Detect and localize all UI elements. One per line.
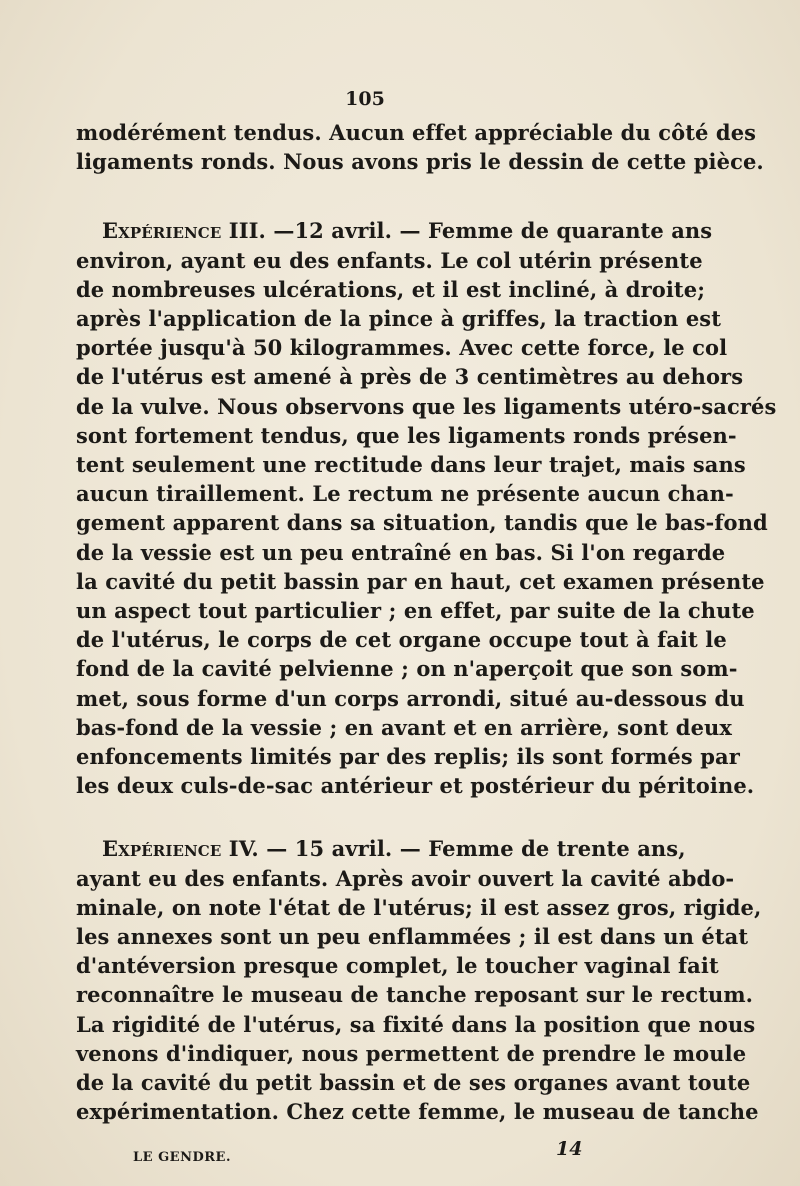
text-line: les deux culs-de-sac antérieur et postérieur du péritoine. (76, 773, 755, 799)
text-line: aucun tiraillement. Le rectum ne présente aucun chan- (76, 481, 734, 507)
text-line: enfoncements limités par des replis; ils sont formés par (76, 744, 740, 770)
text-line: met, sous forme d'un corps arrondi, situé au-dessous du (76, 685, 745, 711)
text-line: modérément tendus. Aucun effet appréciable du côté des (76, 120, 757, 145)
text-line: ayant eu des enfants. Après avoir ouvert la cavité abdo- (76, 865, 735, 891)
text-line: de la vulve. Nous observons que les ligaments utéro-sacrés (76, 393, 777, 419)
experience-heading: Expérience IV. (102, 836, 259, 862)
text-line: les annexes sont un peu enflammées ; il est dans un état (76, 924, 749, 950)
text-line: de la cavité du petit bassin et de ses organes avant toute (76, 1070, 751, 1096)
text-line (76, 834, 686, 863)
text-line: La rigidité de l'utérus, sa fixité dans la position que nous (76, 1011, 756, 1037)
text-line: après l'application de la pince à griffes, la traction est (76, 306, 721, 332)
paragraph-experience-iii (76, 216, 777, 800)
text-line: tent seulement une rectitude dans leur trajet, mais sans (76, 452, 746, 478)
text-line: fond de la cavité pelvienne ; on n'aperçoit que son som- (76, 656, 738, 682)
text-line: bas-fond de la vessie ; en avant et en arrière, sont deux (76, 714, 733, 740)
paragraph-experience-iv (76, 834, 762, 1126)
text-line: de l'utérus, le corps de cet organe occupe tout à fait le (76, 627, 727, 653)
text-line: gement apparent dans sa situation, tandis que le bas-fond (76, 510, 768, 536)
text-line: reconnaître le museau de tanche reposant sur le rectum. (76, 982, 754, 1008)
printer-signature: LE GENDRE. (133, 1150, 231, 1165)
text-line: d'antéversion presque complet, le toucher vaginal fait (76, 953, 719, 979)
text-line: un aspect tout particulier ; en effet, par suite de la chute (76, 598, 755, 624)
experience-heading: Expérience III. (102, 218, 266, 244)
text-line: la cavité du petit bassin par en haut, cet examen présente (76, 568, 765, 594)
text-line: de nombreuses ulcérations, et il est incliné, à droite; (76, 276, 706, 302)
text-line: sont fortement tendus, que les ligaments ronds présen- (76, 422, 737, 448)
experience-date: — 15 avril. — Femme de trente ans, (266, 836, 686, 862)
paragraph-continuation (76, 118, 764, 176)
text-line (76, 216, 713, 245)
signature-mark: 14 (556, 1138, 583, 1160)
page-body (76, 118, 777, 1127)
text-line: de la vessie est un peu entraîné en bas. Si l'on regarde (76, 539, 726, 565)
text-line: minale, on note l'état de l'utérus; il est assez gros, rigide, (76, 894, 762, 920)
experience-date: —12 avril. — Femme de quarante ans (273, 218, 713, 244)
text-line: portée jusqu'à 50 kilogrammes. Avec cette force, le col (76, 335, 728, 361)
text-line: ligaments ronds. Nous avons pris le dessin de cette pièce. (76, 149, 764, 175)
page-number: 105 (345, 88, 385, 110)
text-line: venons d'indiquer, nous permettent de prendre le moule (76, 1040, 747, 1066)
text-line: de l'utérus est amené à près de 3 centimètres au dehors (76, 364, 744, 390)
text-line: expérimentation. Chez cette femme, le museau de tanche (76, 1099, 759, 1125)
text-line: environ, ayant eu des enfants. Le col utérin présente (76, 247, 703, 273)
